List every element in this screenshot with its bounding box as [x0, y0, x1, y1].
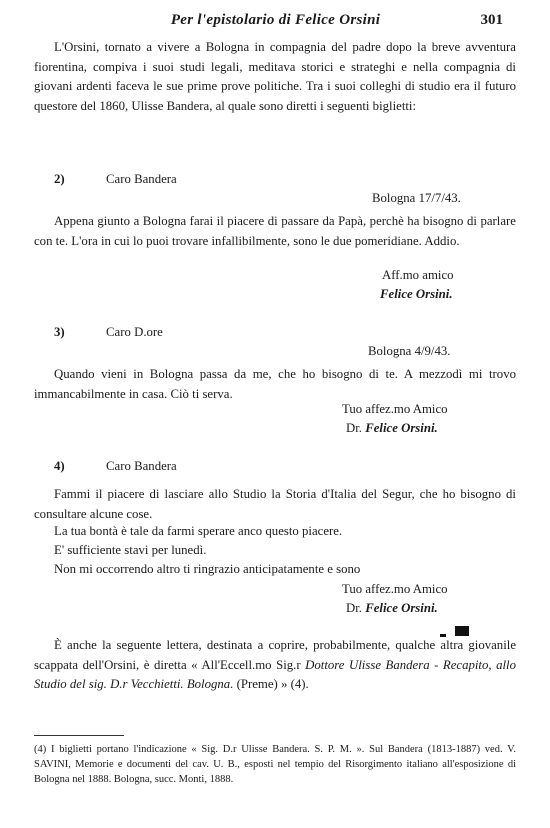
letter-3-signature-prefix: Dr. — [346, 421, 362, 435]
letter-3-signature-line — [346, 421, 438, 436]
letter-4-body: Fammi il piacere di lasciare allo Studio la Storia d'Italia del Segur, che ho bisogno di consultare alcune cose. — [34, 487, 516, 521]
closing-text-italic: Dottore Ulisse Bandera - Recapito, allo Studio del sig. D.r Vecchietti. Bologna. — [34, 657, 517, 691]
letter-2-salutation: Caro Bandera — [106, 172, 177, 186]
letter-2-closing: Aff.mo amico — [382, 268, 454, 282]
letter-4-number: 4) — [54, 459, 65, 473]
letter-2-signature: Felice Orsini. — [380, 287, 453, 301]
page-number: 301 — [480, 12, 503, 28]
letter-4-closing: Tuo affez.mo Amico — [342, 582, 448, 596]
letter-2-date: Bologna 17/7/43. — [372, 191, 461, 205]
letter-3-closing: Tuo affez.mo Amico — [342, 402, 448, 416]
letter-3-date: Bologna 4/9/43. — [368, 344, 451, 358]
ink-blot-decoration — [455, 626, 469, 636]
letter-3-number: 3) — [54, 325, 65, 339]
letter-4-signature-line — [346, 601, 438, 616]
page-header — [48, 12, 503, 34]
letter-3-salutation: Caro D.ore — [106, 325, 163, 339]
closing-text-b: (Preme) » (4). — [233, 677, 309, 691]
letter-4-line-3: Non mi occorrendo altro ti ringrazio anticipatamente e sono — [54, 562, 361, 576]
closing-paragraph — [34, 636, 516, 695]
letter-4-line-2: E' sufficiente stavi per lunedì. — [54, 543, 207, 557]
letter-4-line-1: La tua bontà è tale da farmi sperare anco questo piacere. — [54, 524, 343, 538]
footnote: (4) I biglietti portano l'indicazione « Sig. D.r Ulisse Bandera. S. P. M. ». Sul Bandera (1813-1887) ved. V. SAVINI, Memorie e documenti del cav. U. B., esposti nel tempio del Risorgimento italiano all'esposizione di Bologna nel 1888. Bologna, succ. Monti, 1888. — [34, 744, 516, 785]
letter-4-signature-prefix: Dr. — [346, 601, 362, 615]
letter-3-body: Quando vieni in Bologna passa da me, che ho bisogno di te. A mezzodì mi trovo immancabilmente in casa. Ciò ti serva. — [34, 367, 516, 401]
closing-text-a: È anche la seguente lettera, destinata a coprire, probabilmente, qualche altra giovanile scappata dell'Orsini, è diretta « All'Eccell.mo Sig.r — [34, 638, 516, 672]
running-title: Per l'epistolario di Felice Orsini — [170, 12, 381, 28]
footnote-separator — [34, 735, 124, 736]
intro-paragraph: L'Orsini, tornato a vivere a Bologna in compagnia del padre dopo la breve avventura fiorentina, compiva i suoi studi legali, meditava storici e strateghi e nella compagnia di giovani ardenti faceva le sue prime prove politiche. Tra i suoi colleghi di studio era il futuro questore del 1860, Ulisse Bandera, al quale sono diretti i seguenti biglietti: — [34, 40, 516, 113]
letter-3-signature: Felice Orsini. — [365, 421, 438, 435]
letter-4-salutation: Caro Bandera — [106, 459, 177, 473]
letter-2-number: 2) — [54, 172, 65, 186]
letter-2-body: Appena giunto a Bologna farai il piacere di passare da Papà, perchè ha bisogno di parlare con te. L'ora in cui lo puoi trovare infallibilmente, sono le due pomeridiane. Addio. — [34, 214, 516, 248]
letter-4-signature: Felice Orsini. — [365, 601, 438, 615]
